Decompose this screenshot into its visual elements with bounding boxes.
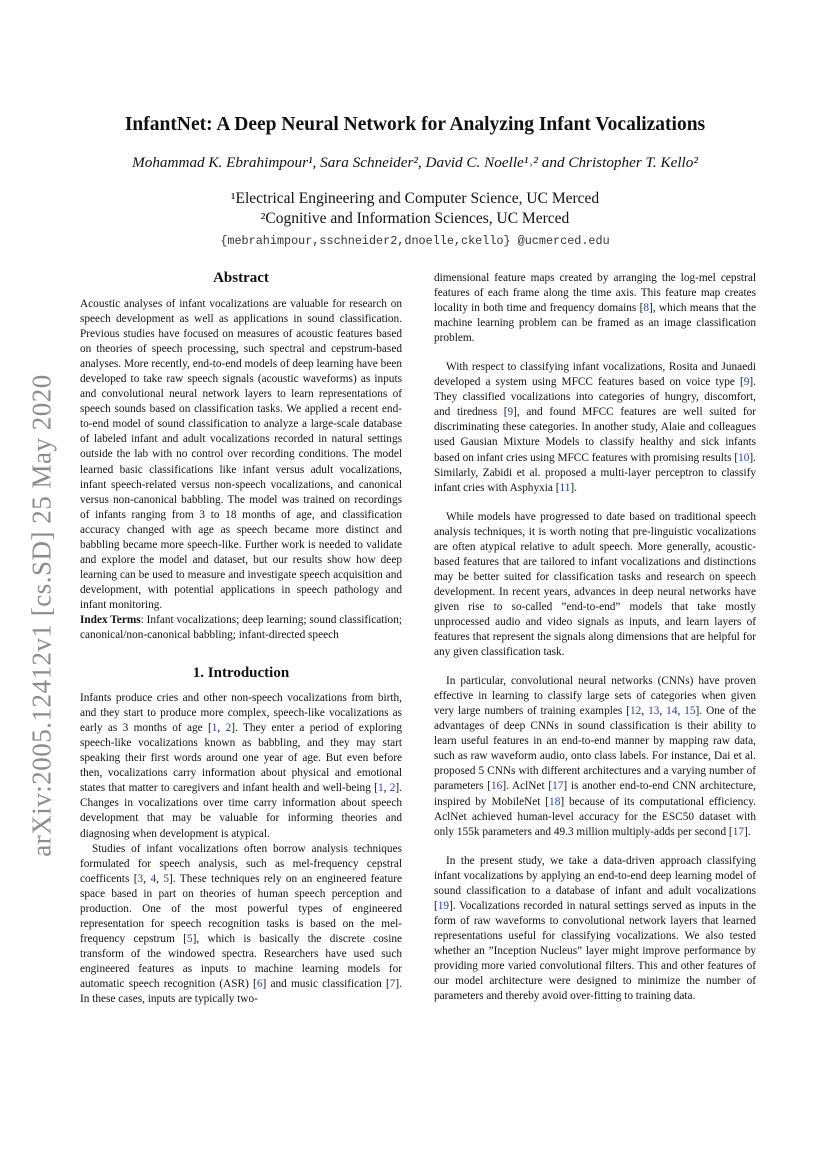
intro-paragraph-5: In particular, convolutional neural networks (CNNs) have proven effective in learning to classify large sets of categories when given very large numbers of training examples [12, 13, 14, 15]. One of the advantages of deep CNNs in sound classification is their ability to learn useful features in an end-to-end manner by mapping raw data, such as raw waveform audio, onto class labels. For instance, Dai et al. proposed 5 CNNs with different architectures and a varying number of parameters [16]. AclNet [17] is another end-to-end CNN architecture, inspired by MobileNet [18] because of its computational efficiency. AclNet achieved human-level accuracy for the ESC50 dataset with only 155k parameters and 49.3 million multiply-adds per second [17]. <box>434 675 757 838</box>
arxiv-identifier: arXiv:2005.12412v1 [cs.SD] 25 May 2020 <box>26 373 57 857</box>
citation-link[interactable]: 13 <box>648 705 660 718</box>
citation-link[interactable]: 1 <box>377 782 384 795</box>
citation-link[interactable]: 1 <box>211 722 218 735</box>
citation-link[interactable]: 3 <box>137 872 144 885</box>
citation-link[interactable]: 9 <box>743 376 750 389</box>
author-emails: {mebrahimpour,sschneider2,dnoelle,ckello} @ucmerced.edu <box>220 234 610 248</box>
index-terms-text: : Infant vocalizations; deep learning; sound classification; canonical/non-canonical babbling; infant-directed speech <box>80 613 402 642</box>
citation-link[interactable]: 17 <box>552 780 564 793</box>
author-list: Mohammad K. Ebrahimpour¹, Sara Schneider², David C. Noelle¹˒² and Christopher T. Kello² <box>132 154 698 171</box>
citation-link[interactable]: 5 <box>186 932 193 945</box>
citation-link[interactable]: 12 <box>630 705 642 718</box>
affiliations <box>70 189 760 228</box>
citation-link[interactable]: 8 <box>643 302 650 315</box>
abstract-text: Acoustic analyses of infant vocalizations are valuable for research on speech development as well as applications in sound classification. Previous studies have focused on measures of acoustic features based on theories of speech processing, such spectral and cepstrum-based analyses. More recently, end-to-end models of deep learning have been developed to take raw speech signals (acoustic waveforms) as inputs and convolutional neural network layers to learn representations of speech sounds based on classification tasks. We applied a recent end-to-end model of sound classification to analyze a large-scale database of labeled infant and adult vocalizations recorded in natural settings outside the lab with no control over recording conditions. The model learned basic classifications like infant versus adult vocalizations, infant speech-related versus non-speech vocalizations, and canonical versus non-canonical babbling. The model was trained on recordings of infants ranging from 3 to 18 months of age, and classification accuracy changed with age as speech became more distinct and babbling became more speech-like. Further work is needed to validate and explore the model and dataset, but our results show how deep learning can be used to measure and investigate speech acquisition and development, with potential applications in speech pathology and infant monitoring. <box>80 298 402 611</box>
citation-link[interactable]: 5 <box>163 872 169 885</box>
affiliation-2: ²Cognitive and Information Sciences, UC Merced <box>260 209 570 227</box>
citation-link[interactable]: 14 <box>666 705 678 718</box>
paper-title: InfantNet: A Deep Neural Network for Analyzing Infant Vocalizations <box>124 114 706 135</box>
citation-link[interactable]: 18 <box>549 795 561 808</box>
intro-paragraph-4: While models have progressed to date based on traditional speech analysis techniques, it is worth noting that pre-linguistic vocalizations are often atypical relative to adult speech. More generally, acoustic-based features that are tailored to infant vocalizations and distinctions may be better suited for classification tasks and research on speech development. In recent years, advances in deep neural networks have given rise to so-called ”end-to-end” models that take mostly unprocessed audio and video signals as inputs, and learn layers of features that represent the signals along dimensions that are helpful for any given classification task. <box>434 510 756 659</box>
index-terms-label: Index Terms <box>80 613 141 626</box>
abstract-heading: Abstract <box>213 270 269 286</box>
intro-paragraph-1: Infants produce cries and other non-speech vocalizations from birth, and they start to produce more complex, speech-like vocalizations as early as 3 months of age [1, 2]. They enter a period of exploring speech-like vocalizations known as babbling, and they may start speaking their first words around one year of age. But even before then, vocalizations carry information about physical and emotional states that matter to caregivers and infant health and well-being [1, 2]. Changes in vocalizations over time carry information about speech development that may be valuable for informing theories and diagnosing when development is atypical. <box>80 692 403 840</box>
index-terms <box>80 613 402 643</box>
intro-paragraph-6: In the present study, we take a data-driven approach classifying infant vocalizations by applying an end-to-end deep learning model of sound classification to a database of infant and adult vocalizations [19]. Vocalizations recorded in natural settings served as inputs in the form of raw waveforms to convolutional network layers that learned representations useful for classifying vocalizations. We also tested whether an ”Inception Nucleus” layer might improve performance by providing more varied convolutional filters. This and other features of our model architecture were designed to minimize the number of parameters and thereby avoid over-fitting to training data. <box>434 854 756 1003</box>
citation-link[interactable]: 4 <box>150 872 157 885</box>
right-column <box>434 271 756 1004</box>
citation-link[interactable]: 6 <box>256 977 263 990</box>
citation-link[interactable]: 10 <box>738 451 750 464</box>
citation-link[interactable]: 19 <box>437 899 450 912</box>
citation-link[interactable]: 9 <box>507 406 514 419</box>
citation-link[interactable]: 11 <box>559 481 571 494</box>
citation-link[interactable]: 2 <box>225 722 232 735</box>
citation-link[interactable]: 16 <box>491 780 503 793</box>
citation-link[interactable]: 7 <box>389 977 396 990</box>
citation-link[interactable]: 15 <box>684 705 696 718</box>
citation-link[interactable]: 2 <box>389 782 396 795</box>
left-column <box>80 268 402 1007</box>
introduction-heading: 1. Introduction <box>192 665 290 682</box>
intro-paragraph-3: With respect to classifying infant vocalizations, Rosita and Junaedi developed a system using MFCC features based on voice type [9]. They classified vocalizations into categories of hungry, discomfort, and tiredness [9], and found MFCC features are well suited for discriminating these categories. In another study, Alaie and colleagues used Gausian Mixture Models to classify healthy and sick infants based on infant cries using MFCC features with promising results [10]. Similarly, Zabidi et al. proposed a multi-layer perceptron to classify infant cries with Asphyxia [11]. <box>434 361 756 494</box>
arxiv-side-stamp <box>28 355 56 875</box>
intro-paragraph-2: Studies of infant vocalizations often borrow analysis techniques formulated for speech analysis, such as mel-frequency cepstral coefficents [3, 4, 5]. These techniques rely on an engineered feature space based in part on theories of human speech perception and production. One of the most powerful types of engineered representation for speech recognition tasks is based on the mel-frequency cepstrum [5], which is basically the discrete cosine transform of the windowed spectra. Researchers have used such engineered features as inputs to machine learning models for automatic speech recognition (ASR) [6] and music classification [7]. In these cases, inputs are typically two- <box>80 842 402 1006</box>
affiliation-1: ¹Electrical Engineering and Computer Science, UC Merced <box>230 190 600 207</box>
paper-header <box>70 112 760 249</box>
citation-link[interactable]: 17 <box>732 825 744 838</box>
intro-paragraph-continued: dimensional feature maps created by arranging the log-mel cepstral features of each frame along the time axis. This feature map creates locality in both time and frequency domains [8], which means that the machine learning problem can be framed as an image classification problem. <box>434 272 756 345</box>
